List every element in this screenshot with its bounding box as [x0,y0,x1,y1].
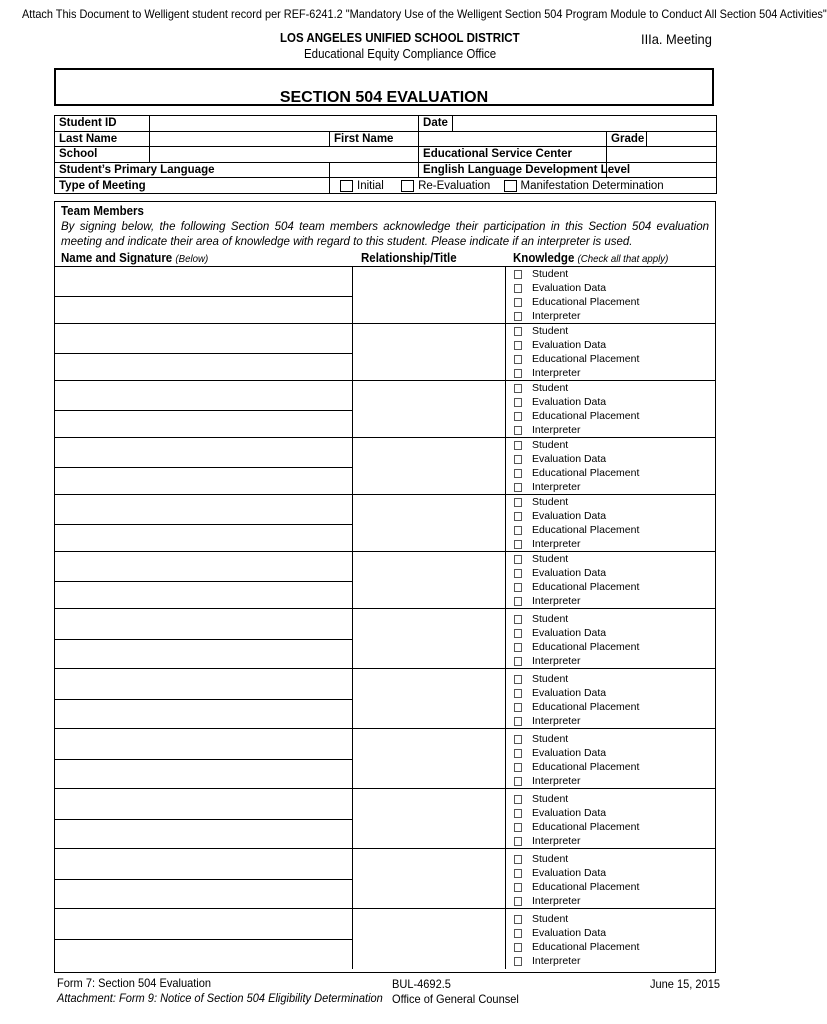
knowledge-option-label: Educational Placement [532,581,640,593]
team-member-row [55,668,715,728]
col-knowledge-header: Knowledge (Check all that apply) [513,251,669,265]
relationship-title-field[interactable] [353,438,506,495]
knowledge-checkbox[interactable] [514,469,522,478]
student-id-field[interactable] [150,116,419,132]
knowledge-option[interactable] [514,913,568,925]
knowledge-option-label: Evaluation Data [532,687,607,699]
knowledge-option-label: Interpreter [532,775,581,787]
signature-line [55,296,352,297]
knowledge-option-label: Interpreter [532,538,581,550]
knowledge-option-label: Student [532,496,569,508]
relationship-title-field[interactable] [353,849,506,909]
knowledge-option-label: Student [532,325,569,337]
relationship-title-field[interactable] [353,909,506,969]
signature-line [55,759,352,760]
name-signature-field[interactable] [55,495,353,552]
knowledge-checkbox[interactable] [514,597,522,606]
knowledge-checkbox[interactable] [514,270,522,279]
knowledge-options [506,324,715,381]
knowledge-option[interactable] [514,282,606,294]
knowledge-option-label: Interpreter [532,424,581,436]
knowledge-options [506,381,715,438]
knowledge-option-label: Educational Placement [532,881,640,893]
signature-line [55,699,352,700]
knowledge-checkbox[interactable] [514,526,522,535]
relationship-title-field[interactable] [353,495,506,552]
knowledge-option[interactable] [514,687,606,699]
knowledge-options [506,789,715,849]
knowledge-option-label: Evaluation Data [532,627,607,639]
knowledge-option-label: Evaluation Data [532,339,607,351]
knowledge-checkbox[interactable] [514,284,522,293]
knowledge-options [506,552,715,609]
knowledge-checkbox[interactable] [514,312,522,321]
knowledge-checkbox[interactable] [514,369,522,378]
knowledge-option-label: Interpreter [532,835,581,847]
knowledge-option-label: Evaluation Data [532,927,607,939]
col-relationship-header: Relationship/Title [361,251,457,265]
knowledge-checkbox[interactable] [514,512,522,521]
student-info-table [54,115,717,194]
knowledge-checkbox[interactable] [514,957,522,966]
knowledge-checkbox[interactable] [514,869,522,878]
knowledge-option[interactable] [514,382,568,394]
name-signature-field[interactable] [55,609,353,669]
knowledge-checkbox[interactable] [514,384,522,393]
knowledge-checkbox[interactable] [514,717,522,726]
reevaluation-label: Re-Evaluation [418,179,491,192]
name-signature-field[interactable] [55,909,353,969]
knowledge-checkbox[interactable] [514,657,522,666]
knowledge-checkbox[interactable] [514,855,522,864]
name-signature-field[interactable] [55,267,353,324]
initial-label: Initial [357,179,384,192]
knowledge-option-label: Interpreter [532,595,581,607]
knowledge-checkbox[interactable] [514,498,522,507]
team-member-row [55,380,715,437]
team-member-row [55,551,715,608]
knowledge-checkbox[interactable] [514,809,522,818]
knowledge-option[interactable] [514,524,639,536]
name-signature-field[interactable] [55,438,353,495]
knowledge-checkbox[interactable] [514,555,522,564]
knowledge-checkbox[interactable] [514,341,522,350]
knowledge-option[interactable] [514,481,580,493]
relationship-title-field[interactable] [353,789,506,849]
relationship-title-field[interactable] [353,729,506,789]
knowledge-option[interactable] [514,895,580,907]
team-member-row [55,323,715,380]
date-label: Date [419,116,453,132]
signature-line [55,939,352,940]
knowledge-checkbox[interactable] [514,735,522,744]
school-field[interactable] [150,147,419,163]
attach-note: Attach This Document to Welligent student record per REF-6241.2 "Mandatory Use of the Welligent Section 504 Program Module to Conduct All Section 504 Activities" [22,7,827,21]
knowledge-option[interactable] [514,367,580,379]
knowledge-option-label: Educational Placement [532,941,640,953]
knowledge-checkbox[interactable] [514,540,522,549]
knowledge-option[interactable] [514,853,568,865]
title-box [54,68,714,106]
primary-language-label: Student’s Primary Language [55,162,330,178]
knowledge-checkbox[interactable] [514,795,522,804]
knowledge-option[interactable] [514,268,568,280]
team-instructions: By signing below, the following Section 504 team members acknowledge their participation in this Section 504 evaluation meeting and indicate their area of knowledge with regard to this student. Please indicate if an interpreter is used. [61,221,709,248]
knowledge-option[interactable] [514,538,580,550]
knowledge-option-label: Student [532,673,569,685]
knowledge-checkbox[interactable] [514,412,522,421]
knowledge-option-label: Student [532,553,569,565]
knowledge-option-label: Educational Placement [532,296,640,308]
first-name-label: First Name [330,131,419,147]
knowledge-option-label: Student [532,913,569,925]
knowledge-option[interactable] [514,595,580,607]
knowledge-option[interactable] [514,821,639,833]
relationship-title-field[interactable] [353,267,506,324]
knowledge-checkbox[interactable] [514,763,522,772]
knowledge-option[interactable] [514,325,568,337]
meeting-type-label: Type of Meeting [55,178,330,194]
knowledge-option-label: Interpreter [532,310,581,322]
knowledge-option-label: Student [532,613,569,625]
knowledge-checkbox[interactable] [514,615,522,624]
knowledge-checkbox[interactable] [514,569,522,578]
knowledge-option[interactable] [514,453,606,465]
eld-level-label: English Language Development Level [419,162,607,178]
knowledge-options [506,267,715,324]
signature-line [55,524,352,525]
knowledge-option-label: Educational Placement [532,821,640,833]
knowledge-checkbox[interactable] [514,441,522,450]
knowledge-checkbox[interactable] [514,643,522,652]
knowledge-option-label: Student [532,439,569,451]
signature-line [55,639,352,640]
knowledge-option-label: Evaluation Data [532,282,607,294]
name-signature-field[interactable] [55,381,353,438]
manifestation-checkbox[interactable] [504,180,517,192]
meeting-type-options [330,178,717,194]
esc-field[interactable] [607,147,717,163]
knowledge-checkbox[interactable] [514,883,522,892]
knowledge-option-label: Interpreter [532,955,581,967]
knowledge-option-label: Educational Placement [532,641,640,653]
knowledge-options [506,729,715,789]
knowledge-checkbox[interactable] [514,703,522,712]
knowledge-option[interactable] [514,761,639,773]
knowledge-option-label: Educational Placement [532,701,640,713]
first-name-field[interactable] [419,131,607,147]
signature-line [55,467,352,468]
knowledge-option[interactable] [514,581,639,593]
knowledge-option-label: Evaluation Data [532,867,607,879]
reevaluation-checkbox[interactable] [401,180,414,192]
knowledge-checkbox[interactable] [514,675,522,684]
last-name-label: Last Name [55,131,150,147]
knowledge-option[interactable] [514,553,568,565]
knowledge-option-label: Evaluation Data [532,510,607,522]
knowledge-option[interactable] [514,881,639,893]
knowledge-option-label: Educational Placement [532,353,640,365]
knowledge-options [506,909,715,969]
knowledge-option[interactable] [514,396,606,408]
knowledge-checkbox[interactable] [514,398,522,407]
relationship-title-field[interactable] [353,609,506,669]
team-member-row [55,848,715,908]
knowledge-option[interactable] [514,641,639,653]
knowledge-option[interactable] [514,715,580,727]
knowledge-option[interactable] [514,701,639,713]
knowledge-option-label: Evaluation Data [532,453,607,465]
footer-bulletin: BUL-4692.5 [392,977,451,991]
knowledge-option-label: Interpreter [532,715,581,727]
knowledge-options [506,669,715,729]
knowledge-option[interactable] [514,424,580,436]
knowledge-option-label: Educational Placement [532,761,640,773]
knowledge-options [506,849,715,909]
relationship-title-field[interactable] [353,552,506,609]
name-signature-field[interactable] [55,789,353,849]
knowledge-option-label: Student [532,853,569,865]
knowledge-option[interactable] [514,310,580,322]
knowledge-option[interactable] [514,353,639,365]
knowledge-option-label: Interpreter [532,481,581,493]
school-label: School [55,147,150,163]
col-name-header: Name and Signature (Below) [61,251,209,265]
knowledge-option-label: Student [532,268,569,280]
footer-attachment: Attachment: Form 9: Notice of Section 504 Eligibility Determination [57,991,383,1005]
primary-language-field[interactable] [330,162,419,178]
knowledge-checkbox[interactable] [514,426,522,435]
knowledge-checkbox[interactable] [514,327,522,336]
name-signature-field[interactable] [55,669,353,729]
knowledge-checkbox[interactable] [514,943,522,952]
initial-checkbox[interactable] [340,180,353,192]
knowledge-option[interactable] [514,627,606,639]
name-signature-field[interactable] [55,849,353,909]
team-member-row [55,266,715,323]
team-member-row [55,788,715,848]
team-members-section [54,201,716,973]
knowledge-option-label: Evaluation Data [532,807,607,819]
knowledge-checkbox[interactable] [514,689,522,698]
knowledge-option[interactable] [514,410,639,422]
office-name: Educational Equity Compliance Office [304,47,497,61]
district-name: LOS ANGELES UNIFIED SCHOOL DISTRICT [280,31,520,45]
student-id-label: Student ID [55,116,150,132]
footer-date: June 15, 2015 [650,977,720,991]
knowledge-checkbox[interactable] [514,298,522,307]
signature-line [55,410,352,411]
signature-line [55,581,352,582]
knowledge-option[interactable] [514,439,568,451]
knowledge-option[interactable] [514,807,606,819]
knowledge-option-label: Educational Placement [532,410,640,422]
knowledge-checkbox[interactable] [514,483,522,492]
knowledge-option[interactable] [514,775,580,787]
manifestation-label: Manifestation Determination [520,179,664,192]
team-member-row [55,728,715,788]
meeting-reference: IIIa. Meeting [641,31,712,47]
team-table-header [55,251,715,267]
grade-field[interactable] [647,131,717,147]
knowledge-option[interactable] [514,655,580,667]
knowledge-option[interactable] [514,747,606,759]
form-title: SECTION 504 EVALUATION [279,89,489,106]
signature-line [55,879,352,880]
knowledge-option[interactable] [514,927,606,939]
knowledge-option-label: Evaluation Data [532,567,607,579]
knowledge-option-label: Interpreter [532,367,581,379]
name-signature-field[interactable] [55,324,353,381]
knowledge-checkbox[interactable] [514,583,522,592]
knowledge-option-label: Evaluation Data [532,396,607,408]
knowledge-checkbox[interactable] [514,749,522,758]
team-member-row [55,908,715,968]
knowledge-option-label: Interpreter [532,895,581,907]
knowledge-options [506,495,715,552]
team-title: Team Members [61,204,144,218]
date-field[interactable] [453,116,717,132]
relationship-title-field[interactable] [353,324,506,381]
knowledge-option[interactable] [514,510,606,522]
knowledge-option-label: Student [532,382,569,394]
knowledge-option[interactable] [514,941,639,953]
knowledge-option[interactable] [514,613,568,625]
name-signature-field[interactable] [55,552,353,609]
knowledge-checkbox[interactable] [514,929,522,938]
relationship-title-field[interactable] [353,381,506,438]
esc-label: Educational Service Center [419,147,607,163]
knowledge-checkbox[interactable] [514,777,522,786]
footer-dept: Office of General Counsel [392,992,519,1006]
knowledge-checkbox[interactable] [514,355,522,364]
knowledge-option[interactable] [514,867,606,879]
team-member-row [55,608,715,668]
knowledge-option[interactable] [514,955,580,967]
knowledge-checkbox[interactable] [514,897,522,906]
signature-line [55,353,352,354]
knowledge-options [506,609,715,669]
knowledge-checkbox[interactable] [514,823,522,832]
knowledge-checkbox[interactable] [514,455,522,464]
name-signature-field[interactable] [55,729,353,789]
team-member-row [55,437,715,494]
signature-line [55,819,352,820]
knowledge-option-label: Student [532,733,569,745]
knowledge-option-label: Evaluation Data [532,747,607,759]
knowledge-option[interactable] [514,673,568,685]
knowledge-option[interactable] [514,793,568,805]
knowledge-option-label: Educational Placement [532,467,640,479]
knowledge-option-label: Educational Placement [532,524,640,536]
knowledge-checkbox[interactable] [514,915,522,924]
knowledge-checkbox[interactable] [514,837,522,846]
last-name-field[interactable] [150,131,330,147]
knowledge-option[interactable] [514,567,606,579]
knowledge-option[interactable] [514,496,568,508]
knowledge-option[interactable] [514,733,568,745]
grade-label: Grade [607,131,647,147]
knowledge-option[interactable] [514,467,639,479]
knowledge-option-label: Interpreter [532,655,581,667]
knowledge-checkbox[interactable] [514,629,522,638]
relationship-title-field[interactable] [353,669,506,729]
knowledge-option[interactable] [514,339,606,351]
knowledge-option[interactable] [514,296,639,308]
footer-form: Form 7: Section 504 Evaluation [57,976,212,990]
team-member-row [55,494,715,551]
knowledge-option[interactable] [514,835,580,847]
knowledge-option-label: Student [532,793,569,805]
knowledge-options [506,438,715,495]
